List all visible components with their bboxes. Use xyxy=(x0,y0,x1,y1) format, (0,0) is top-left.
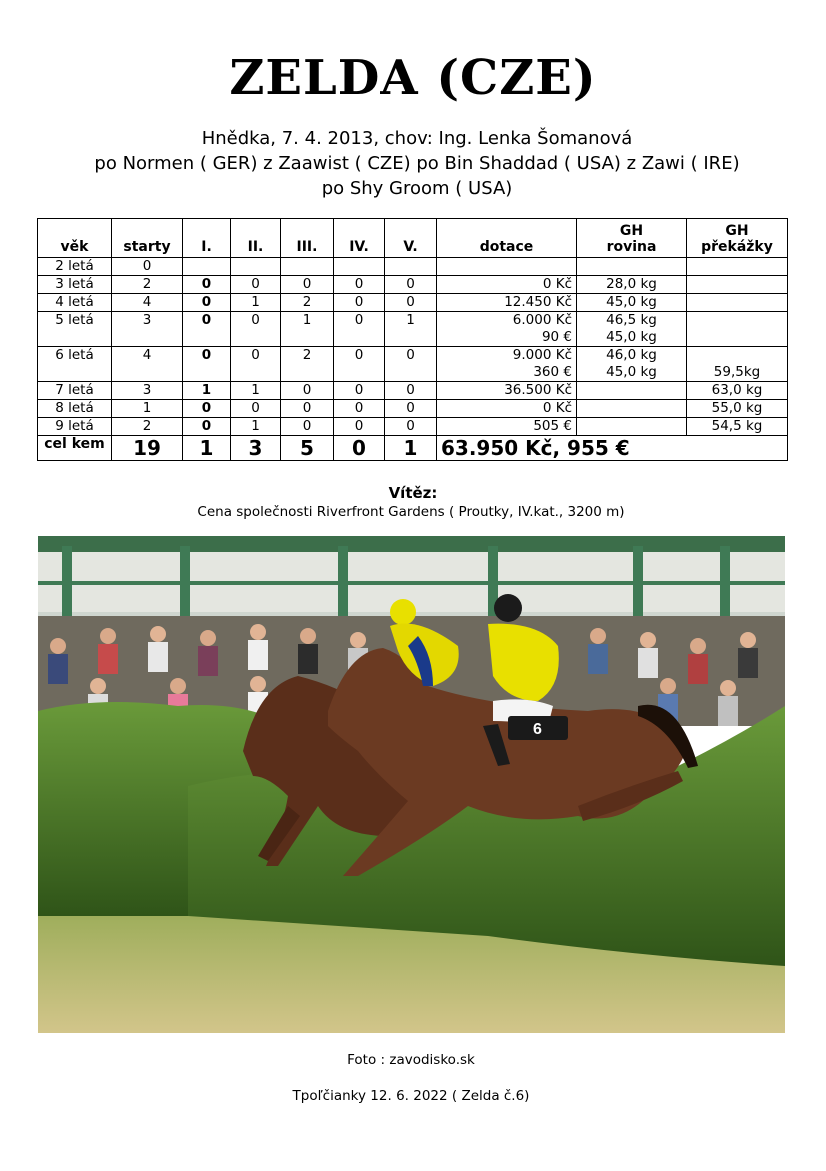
gh-flat-cell xyxy=(577,347,687,382)
starts-cell: 0 xyxy=(112,258,183,276)
starts-cell: 4 xyxy=(112,347,183,382)
total-first: 1 xyxy=(183,436,231,461)
first-place-cell xyxy=(183,258,231,276)
col-third: III. xyxy=(281,219,334,258)
prize-cell xyxy=(437,400,577,418)
age-cell: 5 letá xyxy=(38,312,112,347)
gh-flat-cell xyxy=(577,258,687,276)
table-row xyxy=(38,312,788,347)
event-caption: Tpoľčianky 12. 6. 2022 ( Zelda č.6) xyxy=(292,1088,530,1104)
starts-cell: 3 xyxy=(112,312,183,347)
prize-value: 505 € xyxy=(533,418,572,434)
gh-hurdle-cell: 54,5 kg xyxy=(687,418,788,436)
prize-value: 0 Kč xyxy=(542,276,572,292)
prize-value: 12.450 Kč xyxy=(504,294,572,310)
prize-value: 9.000 Kč xyxy=(512,347,572,363)
second-place-cell: 1 xyxy=(231,382,281,400)
starts-cell: 4 xyxy=(112,294,183,312)
gh-hurdle-cell xyxy=(687,276,788,294)
total-fourth: 0 xyxy=(334,436,385,461)
prize-cell xyxy=(437,258,577,276)
fifth-place-cell: 0 xyxy=(385,276,437,294)
prize-value: 90 € xyxy=(541,329,572,345)
saddle-cloth-number: 6 xyxy=(533,721,542,738)
winning-race: Cena společnosti Riverfront Gardens ( Proutky, IV.kat., 3200 m) xyxy=(197,504,625,520)
gh-flat-cell xyxy=(577,400,687,418)
table-row xyxy=(38,400,788,418)
gh-flat-cell xyxy=(577,294,687,312)
gh-flat-value: 45,0 kg xyxy=(606,294,657,310)
gh-flat-cell xyxy=(577,312,687,347)
col-gh-hurdle xyxy=(687,219,788,258)
col-gh-hurdle-l1: GH xyxy=(725,223,749,239)
col-prize: dotace xyxy=(437,219,577,258)
fifth-place-cell xyxy=(385,258,437,276)
age-cell: 6 letá xyxy=(38,347,112,382)
pedigree-line-2: po Shy Groom ( USA) xyxy=(321,178,513,199)
gh-hurdle-cell xyxy=(687,258,788,276)
fifth-place-cell: 0 xyxy=(385,347,437,382)
second-place-cell: 0 xyxy=(231,276,281,294)
fourth-place-cell: 0 xyxy=(334,276,385,294)
col-age: věk xyxy=(38,219,112,258)
col-gh-hurdle-l2: překážky xyxy=(701,239,773,255)
gh-hurdle-cell: 59,5kg xyxy=(687,347,788,382)
age-cell: 4 letá xyxy=(38,294,112,312)
table-row xyxy=(38,258,788,276)
total-prize: 63.950 Kč, 955 € xyxy=(437,436,788,461)
prize-cell xyxy=(437,418,577,436)
table-row xyxy=(38,276,788,294)
third-place-cell: 0 xyxy=(281,400,334,418)
col-starts: starty xyxy=(112,219,183,258)
prize-value: 0 Kč xyxy=(542,400,572,416)
starts-cell: 2 xyxy=(112,276,183,294)
second-place-cell xyxy=(231,258,281,276)
age-cell: 9 letá xyxy=(38,418,112,436)
table-row xyxy=(38,382,788,400)
horse-name-title: ZELDA (CZE) xyxy=(229,50,597,106)
third-place-cell: 0 xyxy=(281,382,334,400)
fourth-place-cell: 0 xyxy=(334,294,385,312)
table-row xyxy=(38,294,788,312)
col-fourth: IV. xyxy=(334,219,385,258)
prize-cell xyxy=(437,347,577,382)
third-place-cell: 0 xyxy=(281,418,334,436)
gh-hurdle-cell: 63,0 kg xyxy=(687,382,788,400)
prize-cell xyxy=(437,382,577,400)
second-place-cell: 0 xyxy=(231,312,281,347)
fifth-place-cell: 0 xyxy=(385,294,437,312)
total-label: cel kem xyxy=(38,436,112,461)
prize-cell xyxy=(437,312,577,347)
first-place-cell: 0 xyxy=(183,418,231,436)
fifth-place-cell: 0 xyxy=(385,418,437,436)
gh-flat-cell xyxy=(577,418,687,436)
total-fifth: 1 xyxy=(385,436,437,461)
fourth-place-cell: 0 xyxy=(334,347,385,382)
second-place-cell: 0 xyxy=(231,347,281,382)
gh-flat-value: 28,0 kg xyxy=(606,276,657,292)
col-gh-flat xyxy=(577,219,687,258)
third-place-cell: 2 xyxy=(281,294,334,312)
total-second: 3 xyxy=(231,436,281,461)
first-place-cell: 0 xyxy=(183,400,231,418)
fifth-place-cell: 0 xyxy=(385,382,437,400)
gh-hurdle-cell xyxy=(687,312,788,347)
age-cell: 3 letá xyxy=(38,276,112,294)
prize-cell xyxy=(437,276,577,294)
prize-cell xyxy=(437,294,577,312)
horse-details: Hnědka, 7. 4. 2013, chov: Ing. Lenka Šomanová xyxy=(201,128,633,149)
starts-cell: 2 xyxy=(112,418,183,436)
pedigree-line-1: po Normen ( GER) z Zaawist ( CZE) po Bin Shaddad ( USA) z Zawi ( IRE) xyxy=(94,153,740,174)
second-place-cell: 1 xyxy=(231,418,281,436)
total-third: 5 xyxy=(281,436,334,461)
prize-value: 360 € xyxy=(533,364,572,380)
fourth-place-cell: 0 xyxy=(334,312,385,347)
second-place-cell: 1 xyxy=(231,294,281,312)
gh-flat-cell xyxy=(577,276,687,294)
table-row xyxy=(38,418,788,436)
first-place-cell: 0 xyxy=(183,276,231,294)
first-place-cell: 0 xyxy=(183,347,231,382)
first-place-cell: 0 xyxy=(183,294,231,312)
fourth-place-cell xyxy=(334,258,385,276)
col-first: I. xyxy=(183,219,231,258)
fourth-place-cell: 0 xyxy=(334,382,385,400)
fourth-place-cell: 0 xyxy=(334,418,385,436)
fifth-place-cell: 0 xyxy=(385,400,437,418)
starts-cell: 3 xyxy=(112,382,183,400)
age-cell: 2 letá xyxy=(38,258,112,276)
gh-flat-value: 45,0 kg xyxy=(606,329,657,345)
total-row xyxy=(38,436,788,461)
starts-cell: 1 xyxy=(112,400,183,418)
gh-flat-value: 46,5 kg xyxy=(606,312,657,328)
photo-credit: Foto : zavodisko.sk xyxy=(347,1052,475,1068)
gh-hurdle-cell xyxy=(687,294,788,312)
race-photo xyxy=(38,536,785,1033)
winner-heading: Vítěz: xyxy=(388,484,438,502)
gh-flat-value: 45,0 kg xyxy=(606,364,657,380)
career-stats-table xyxy=(37,218,788,461)
col-second: II. xyxy=(231,219,281,258)
col-gh-flat-l2: rovina xyxy=(606,239,657,255)
gh-hurdle-cell: 55,0 kg xyxy=(687,400,788,418)
prize-value: 36.500 Kč xyxy=(504,382,572,398)
age-cell: 8 letá xyxy=(38,400,112,418)
col-gh-flat-l1: GH xyxy=(619,223,644,239)
prize-value: 6.000 Kč xyxy=(512,312,572,328)
first-place-cell: 0 xyxy=(183,312,231,347)
fourth-place-cell: 0 xyxy=(334,400,385,418)
third-place-cell: 2 xyxy=(281,347,334,382)
third-place-cell: 1 xyxy=(281,312,334,347)
gh-flat-value: 46,0 kg xyxy=(606,347,657,363)
fifth-place-cell: 1 xyxy=(385,312,437,347)
gh-flat-cell xyxy=(577,382,687,400)
age-cell: 7 letá xyxy=(38,382,112,400)
total-starts: 19 xyxy=(112,436,183,461)
col-fifth: V. xyxy=(385,219,437,258)
third-place-cell xyxy=(281,258,334,276)
third-place-cell: 0 xyxy=(281,276,334,294)
table-header-row xyxy=(38,219,788,258)
first-place-cell: 1 xyxy=(183,382,231,400)
table-row xyxy=(38,347,788,382)
steeplechase-photo xyxy=(38,536,785,1033)
second-place-cell: 0 xyxy=(231,400,281,418)
